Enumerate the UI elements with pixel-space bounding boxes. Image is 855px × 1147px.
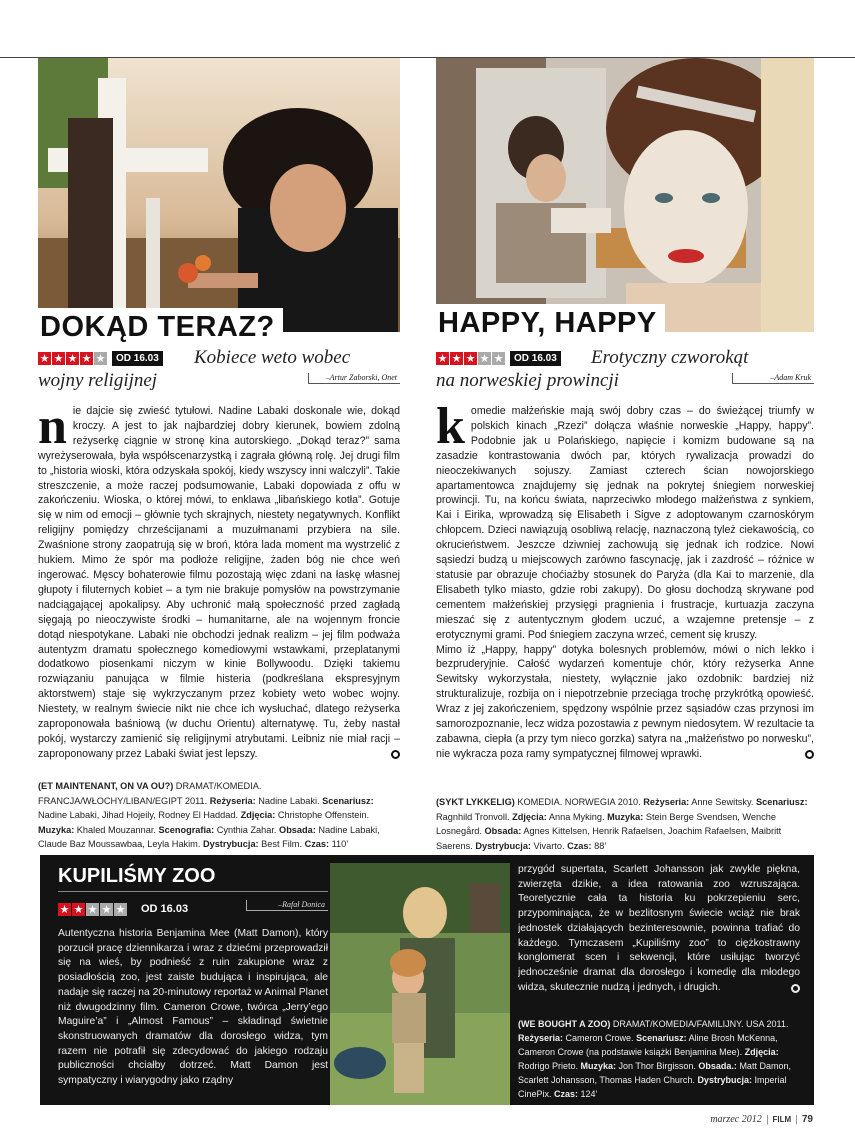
photo-kupilismy-zoo <box>330 863 510 1105</box>
rating-happy-happy <box>436 350 561 366</box>
title-rule <box>58 891 328 892</box>
title-happy-happy: HAPPY, HAPPY <box>436 304 665 340</box>
film-info-dokad-teraz: (ET MAINTENANT, ON VA OU?) DRAMAT/KOMEDIA. FRANCJA/WŁOCHY/LIBAN/EGIPT 2011. Reżyseria: Nadine Labaki. Scenariusz: Nadine Labaki, Jihad Hojeily, Rodney El Haddad. Zdjęcia: Christophe Offenstein. Muzyka: Khaled Mouzannar. Scenografia: Cynthia Zahar. Obsada: Nadine Labaki, Claude Baz Moussawbaa, Leyla Hakim. Dystrybucja: Best Film. Czas: 110’ <box>38 781 380 850</box>
star-filled-icon: ★ <box>73 902 84 916</box>
title-dokad-teraz: DOKĄD TERAZ? <box>38 308 283 344</box>
review-body-dokad-teraz <box>38 404 400 772</box>
star-empty-icon: ★ <box>479 351 490 365</box>
star-filled-icon: ★ <box>465 351 476 365</box>
kupilismy-zoo-panel <box>40 855 814 1105</box>
star-empty-icon: ★ <box>493 351 504 365</box>
release-date: OD 16.03 <box>510 351 561 366</box>
star-rating <box>38 352 107 365</box>
photo-happy-happy <box>436 58 814 332</box>
star-empty-icon: ★ <box>115 902 126 916</box>
photo-dokad-teraz <box>38 58 400 332</box>
star-empty-icon: ★ <box>95 351 106 365</box>
review-body-kupilismy-zoo: Autentyczna historia Benjamina Mee (Matt Damon), który porzucił pracę dziennikarza i wraz z dziećmi przeprowadził się na wieś, by podnieść z ruin zakupione wraz z posiadłością zoo, jest zaiste budująca i inspirująca, ale nadaje się raczej na 20-minutowy reportaż w Animal Planet niż dwugodzinny film. Cameron Crowe, twórca „Jerry’ego Maguire’a” i „Almost Famous” – składinąd świetnie skonstruowanych dramatów dla dorosłego widza, tym razem nie potrafił się zdecydować do jakiego rodzaju publiczności chciałby dotrzeć. Matt Damon jest sympatyczny i wiarygodny jako rządny <box>58 928 328 1087</box>
page-footer: marzec 2012 | FILM | 79 <box>710 1114 813 1125</box>
review-text: omedie małżeńskie mają swój dobry czas – do świeżącej triumfy w polskich kinach „Rzezi” dołącza właśnie norweskie „Happy, happy”. Podobnie jak u Polańskiego, napięcie i komizm budowane są na zasadzie kontrastowania dwóch par, których rywalizacja prowadzi do nieoczekiwanych sojuszy. Zamiast czterech ścian nowojorskiego apartamentowca znajdujemy się jednak na pokrytej śniegiem norweskiej prowincji. Tu, na końcu świata, naprzeciwko młodego małżeństwa z synkiem, Kai i Eirika, wprowadzą się Elisabeth i Sigve z adoptowanym czarnoskórym chłopcem. Dzieci nawiązują osobliwą relację, naznaczoną tyleż ciekawością, co okrucieństwem. Jeszcze dziwniej zachowują się jednak ich rodzice. Nowi sąsiedzi budzą u miejscowych zarówno fascynację, jak i zazdrość – różnice w statusie par obrazuje choćiażby stosunek do Paryża (dla Kai to marzenie, dla Elisabeth tylko miasto, gdzie robi zakupy). Do głosu dochodzą skrywane pod cementem małżeńskiej przysięgi pragnienia i frustracje, kurtuazja zaczyna mieszać się z autentycznym głodem uczuć, a wzajemne pretensje – z erotycznymi grami. Pod śniegiem zaczyna wrzeć, cement się kruszy. <box>436 405 814 641</box>
star-filled-icon: ★ <box>53 351 64 365</box>
end-mark-icon <box>791 984 800 993</box>
tagline-line2: na norweskiej prowincji <box>436 370 619 391</box>
review-text: ie dajcie się zwieść tytułowi. Nadine Labaki doskonale wie, dokąd kroczy. A jest to jak najbardziej dobry kierunek, bowiem zdolną reżyserkę ciągnie w stronę kina autorskiego. „Dokąd teraz?” sama wyreżyserowała, była współscenarzystką i zagrała główną rolę. Jej drugi film to „historia wioski, która odzyskała spokój, kiedy wszyscy inni walczyli”. Takie streszczenie, a może raczej podsumowanie, Labaki dopowiada z offu w zakończeniu. Wioska, o której mówi, to enklawa „libańskiego kotła”. Gotuje się w nim od emocji – głównie tych skrajnych, niestety negatywnych. Konflikt religijny pomiędzy chrześcijanami a muzułmanami przybiera na sile. Zwaśnione strony zaopatrują się w broń, która lada moment ma wystrzelić z hukiem. Mimo że spór ma podłoże religijne, żaden bóg nie chce weń ingerować. Męscy bohaterowie filmu pozostają więc zdani na łaskę własnej głupoty i filuternych kobiet – a tym nie brakuje pomysłów na powstrzymanie nadciągającej apokalipsy. Aby uchronić małą społeczność przed zagładą sięgają po nieoczywiste środki – humanitarne, ale na wojennym froncie dotąd niespotykane. Labaki nie obchodzi jednak realizm – jej film podważa autentyzm dramatu społecznego komediowymi wstawkami, przeplatanymi dodatkowo piosenkami niczym w kinie Bollywoodu. Dzięki takiemu rozwiązaniu panująca w filmie histeria (podkreślana ekspresyjnym aktorstwem) staje się wykrzyczanym przez kobiety weto wobec wojny. Niestety, w realnym świecie nikt nie chce ich wysłuchać, dlatego reżyserka zaproponowała baśniową (w duchu Orientu) alternatywę. Tu, żeby nastał pokój, wystarczy zamienić się religijnymi atrybutami. Leibniz nie miał racji – zaproponowany przez Labaki świat jest lepszy. <box>38 405 400 760</box>
review-body-happy-happy <box>436 404 814 788</box>
tagline-line1: Kobiece weto wobec <box>194 347 351 368</box>
film-info-happy-happy: (SYKT LYKKELIG) KOMEDIA. NORWEGIA 2010. Reżyseria: Anne Sewitsky. Scenariusz: Ragnhild Tronvoll. Zdjęcia: Anna Myking. Muzyka: Stein Berge Svendsen, Wenche Losnegård. Obsada: Agnes Kittelsen, Henrik Rafaelsen, Joachim Rafaelsen, Maibritt Saerens. Dystrybucja: Vivarto. Czas: 88’ <box>436 797 808 851</box>
drop-cap: k <box>436 404 465 455</box>
film-info-kupilismy-zoo: (WE BOUGHT A ZOO) DRAMAT/KOMEDIA/FAMILIJNY. USA 2011. Reżyseria: Cameron Crowe. Scenariusz: Aline Brosh McKenna, Cameron Crowe (na podstawie książki Benjamina Mee). Zdjęcia: Rodrigo Prieto. Muzyka: Jon Thor Birgisson. Obsada.: Matt Damon, Scarlett Johansson, Thomas Haden Church. Dystrybucja: Imperial CinePix. Czas: 124’ <box>518 1019 791 1099</box>
author-credit: –Rafał Donica <box>246 900 328 911</box>
star-empty-icon: ★ <box>87 902 98 916</box>
rating-dokad-teraz <box>38 350 163 366</box>
page-number: 79 <box>801 1114 813 1125</box>
release-date: OD 16.03 <box>112 351 163 366</box>
star-rating <box>58 903 127 916</box>
star-filled-icon: ★ <box>451 351 462 365</box>
tagline-line2: wojny religijnej <box>38 370 158 391</box>
star-filled-icon: ★ <box>81 351 92 365</box>
review-text: przygód supertata, Scarlett Johansson jak zwykle piękna, zwierzęta dzikie, a idea ratowania zoo wzruszająca. Teoretycznie cała ta historia ku pokrzepieniu serc, przypominająca, że w bezlitosnym świecie wciąż nie brak jednostek działających bezinteresownie, powinna trafiać do każdego. Tymczasem „Kupiliśmy zoo” to ciężkostrawny konglomerat scen i sekwencji, które usiłując tworzyć jednocześnie dramat dla dorosłego i komedię dla młodego widza, skutecznie nudzą i jednych, i drugich. <box>518 864 800 993</box>
magazine-name: FILM <box>772 1115 792 1124</box>
rating-kupilismy-zoo <box>58 901 192 917</box>
star-empty-icon: ★ <box>101 902 112 916</box>
star-filled-icon: ★ <box>39 351 50 365</box>
star-filled-icon: ★ <box>437 351 448 365</box>
end-mark-icon <box>805 750 814 759</box>
tagline-line1: Erotyczny czworokąt <box>591 347 749 368</box>
star-filled-icon: ★ <box>59 902 70 916</box>
star-rating <box>436 352 505 365</box>
review-body-kupilismy-zoo-2 <box>518 863 800 1005</box>
end-mark-icon <box>391 750 400 759</box>
review-text-2: Mimo iż „Happy, happy” dotyka bolesnych problemów, mówi o nich lekko i bezpruderyjnie. Całość wydarzeń komentuje chór, który reżyserka Anne Sewitsky wykorzystała, niestety, wyłącznie jako ozdobnik: bardziej niż strukturalizuje, rozbija on i niepotrzebnie przeciąga trochę przykrótką opowieść. Wraz z jej zakończeniem, spędzony wspólnie przez sąsiadów czas przynosi im samorozpoznanie, lecz widza pozostawia z pewnym niedosytem. W rezultacie ta zabawna, ciepła (a przy tym nieco gorzka) satyra na „małżeństwo po norwesku”, nie wykracza poza ramy sympatycznej filmowej wprawki. <box>436 643 814 760</box>
author-credit: –Adam Kruk <box>732 373 814 384</box>
issue-month: marzec 2012 <box>710 1114 762 1125</box>
author-credit: –Artur Zaborski, Onet <box>308 373 400 384</box>
drop-cap: n <box>38 404 67 455</box>
star-filled-icon: ★ <box>67 351 78 365</box>
title-kupilismy-zoo: KUPILIŚMY ZOO <box>58 865 216 887</box>
release-date: OD 16.03 <box>141 902 189 915</box>
